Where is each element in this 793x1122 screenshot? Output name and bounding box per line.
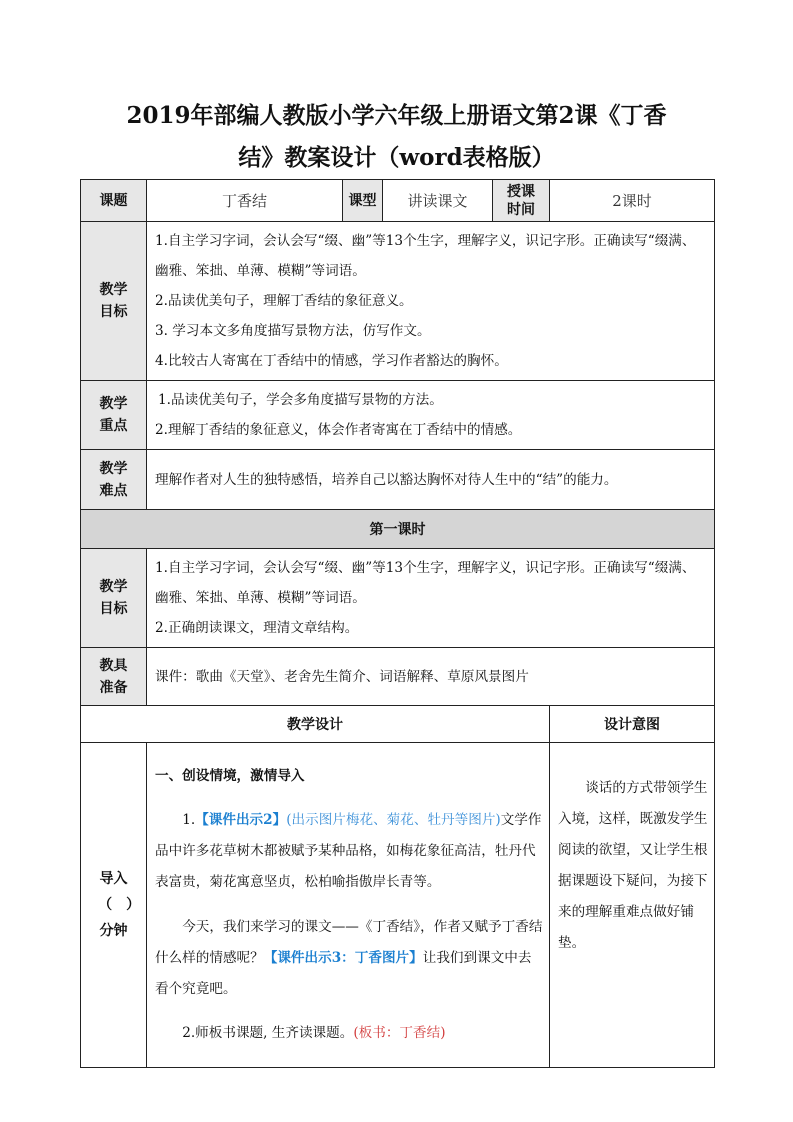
type-label: 课型: [343, 180, 383, 222]
lesson1-goal-item: 1.自主学习字词，会认会写“缀、幽”等13个生字，理解字义，识记字形。正确读写“缀满、幽雅、笨拙、单薄、模糊”等词语。: [155, 560, 696, 606]
intent-content: [550, 743, 715, 1068]
tools-row: [81, 648, 715, 706]
p2-text-a: 今天，我们来学习的课文——《丁香结》，作者又赋予丁香结什么样的情感呢？: [155, 918, 543, 966]
goals-label: [81, 222, 147, 381]
p1-number: 1.: [182, 812, 196, 829]
courseware-tag-3: 【课件出示3：丁香图片】: [263, 949, 423, 966]
goals-row: [81, 222, 715, 381]
time-label-text: 授课时间: [506, 183, 535, 218]
lesson-plan-table: [80, 179, 715, 1068]
topic-label: 课题: [81, 180, 147, 222]
lesson1-heading: 第一课时: [81, 510, 715, 549]
key-point-item: 2.理解丁香结的象征意义，体会作者寄寓在丁香结中的情感。: [155, 422, 522, 438]
key-points-label: [81, 381, 147, 450]
time-value: 2课时: [550, 180, 715, 222]
design-header: 教学设计: [81, 706, 550, 743]
intro-content: [147, 743, 550, 1068]
goals-content: [147, 222, 715, 381]
key-points-row: [81, 381, 715, 450]
courseware-note: (出示图片梅花、菊花、牡丹等图片): [286, 812, 501, 829]
p2-text-b: 让我们到课文中去看个究竟吧。: [155, 949, 532, 997]
key-points-label-text: 教学重点: [99, 396, 128, 434]
intent-header: 设计意图: [550, 706, 715, 743]
tools-label: [81, 648, 147, 706]
goals-label-text: 教学目标: [99, 282, 128, 320]
goal-item: 1.自主学习字词，会认会写“缀、幽”等13个生字，理解字义，识记字形。正确读写“缀满、幽雅、笨拙、单薄、模糊”等词语。: [155, 233, 696, 279]
intro-label: [81, 743, 147, 1068]
tools-label-text: 教具准备: [99, 657, 128, 696]
lesson1-goals-label-text: 教学目标: [99, 579, 128, 617]
type-value: 讲读课文: [383, 180, 493, 222]
key-point-item: 1.品读优美句子，学会多角度描写景物的方法。: [158, 392, 443, 408]
courseware-tag-2: 【课件出示2】: [195, 812, 287, 829]
difficulties-label-text: 教学难点: [99, 460, 128, 499]
difficulties-content: 理解作者对人生的独特感悟，培养自己以豁达胸怀对待人生中的“结”的能力。: [147, 450, 715, 510]
intro-row: [81, 743, 715, 1068]
difficulties-row: [81, 450, 715, 510]
document-title-line2: 结》教案设计（word表格版）: [238, 144, 555, 171]
intro-paragraph-2: [155, 912, 543, 1005]
key-points-content: [147, 381, 715, 450]
lesson1-goal-item: 2.正确朗读课文，理清文章结构。: [155, 620, 359, 636]
lesson1-heading-row: [81, 510, 715, 549]
intro-label-text: 导入（ ）分钟: [98, 870, 141, 939]
goal-item: 4.比较古人寄寓在丁香结中的情感，学习作者豁达的胸怀。: [155, 353, 508, 369]
p1-text: 文学作品中许多花草树木都被赋予某种品格，如梅花象征高洁，牡丹代表富贵，菊花寓意坚贞，松柏喻指傲岸长青等。: [155, 812, 542, 891]
lesson1-goals-label: [81, 549, 147, 648]
board-note: (板书：丁香结): [353, 1025, 446, 1042]
p3-text: 2.师板书课题, 生齐读课题。: [182, 1025, 354, 1042]
tools-content: 课件：歌曲《天堂》、老舍先生简介、词语解释、草原风景图片: [147, 648, 715, 706]
time-label: [493, 180, 550, 222]
section-title: 一、创设情境，激情导入: [155, 767, 305, 784]
goal-item: 2.品读优美句子，理解丁香结的象征意义。: [155, 293, 413, 309]
intro-paragraph-3: [155, 1018, 543, 1049]
goal-item: 3. 学习本文多角度描写景物方法，仿写作文。: [155, 323, 431, 339]
intro-paragraph-1: [155, 805, 543, 898]
lesson1-goals-content: [147, 549, 715, 648]
design-header-row: [81, 706, 715, 743]
topic-value: 丁香结: [147, 180, 343, 222]
difficulties-label: [81, 450, 147, 510]
intent-text: 谈话的方式带领学生入境，这样，既激发学生阅读的欲望，又让学生根据课题设下疑问，为接下来的理解重难点做好铺垫。: [558, 780, 708, 951]
header-row: [81, 180, 715, 222]
lesson1-goals-row: [81, 549, 715, 648]
document-title-line1: 2019年部编人教版小学六年级上册语文第2课《丁香: [126, 102, 667, 129]
